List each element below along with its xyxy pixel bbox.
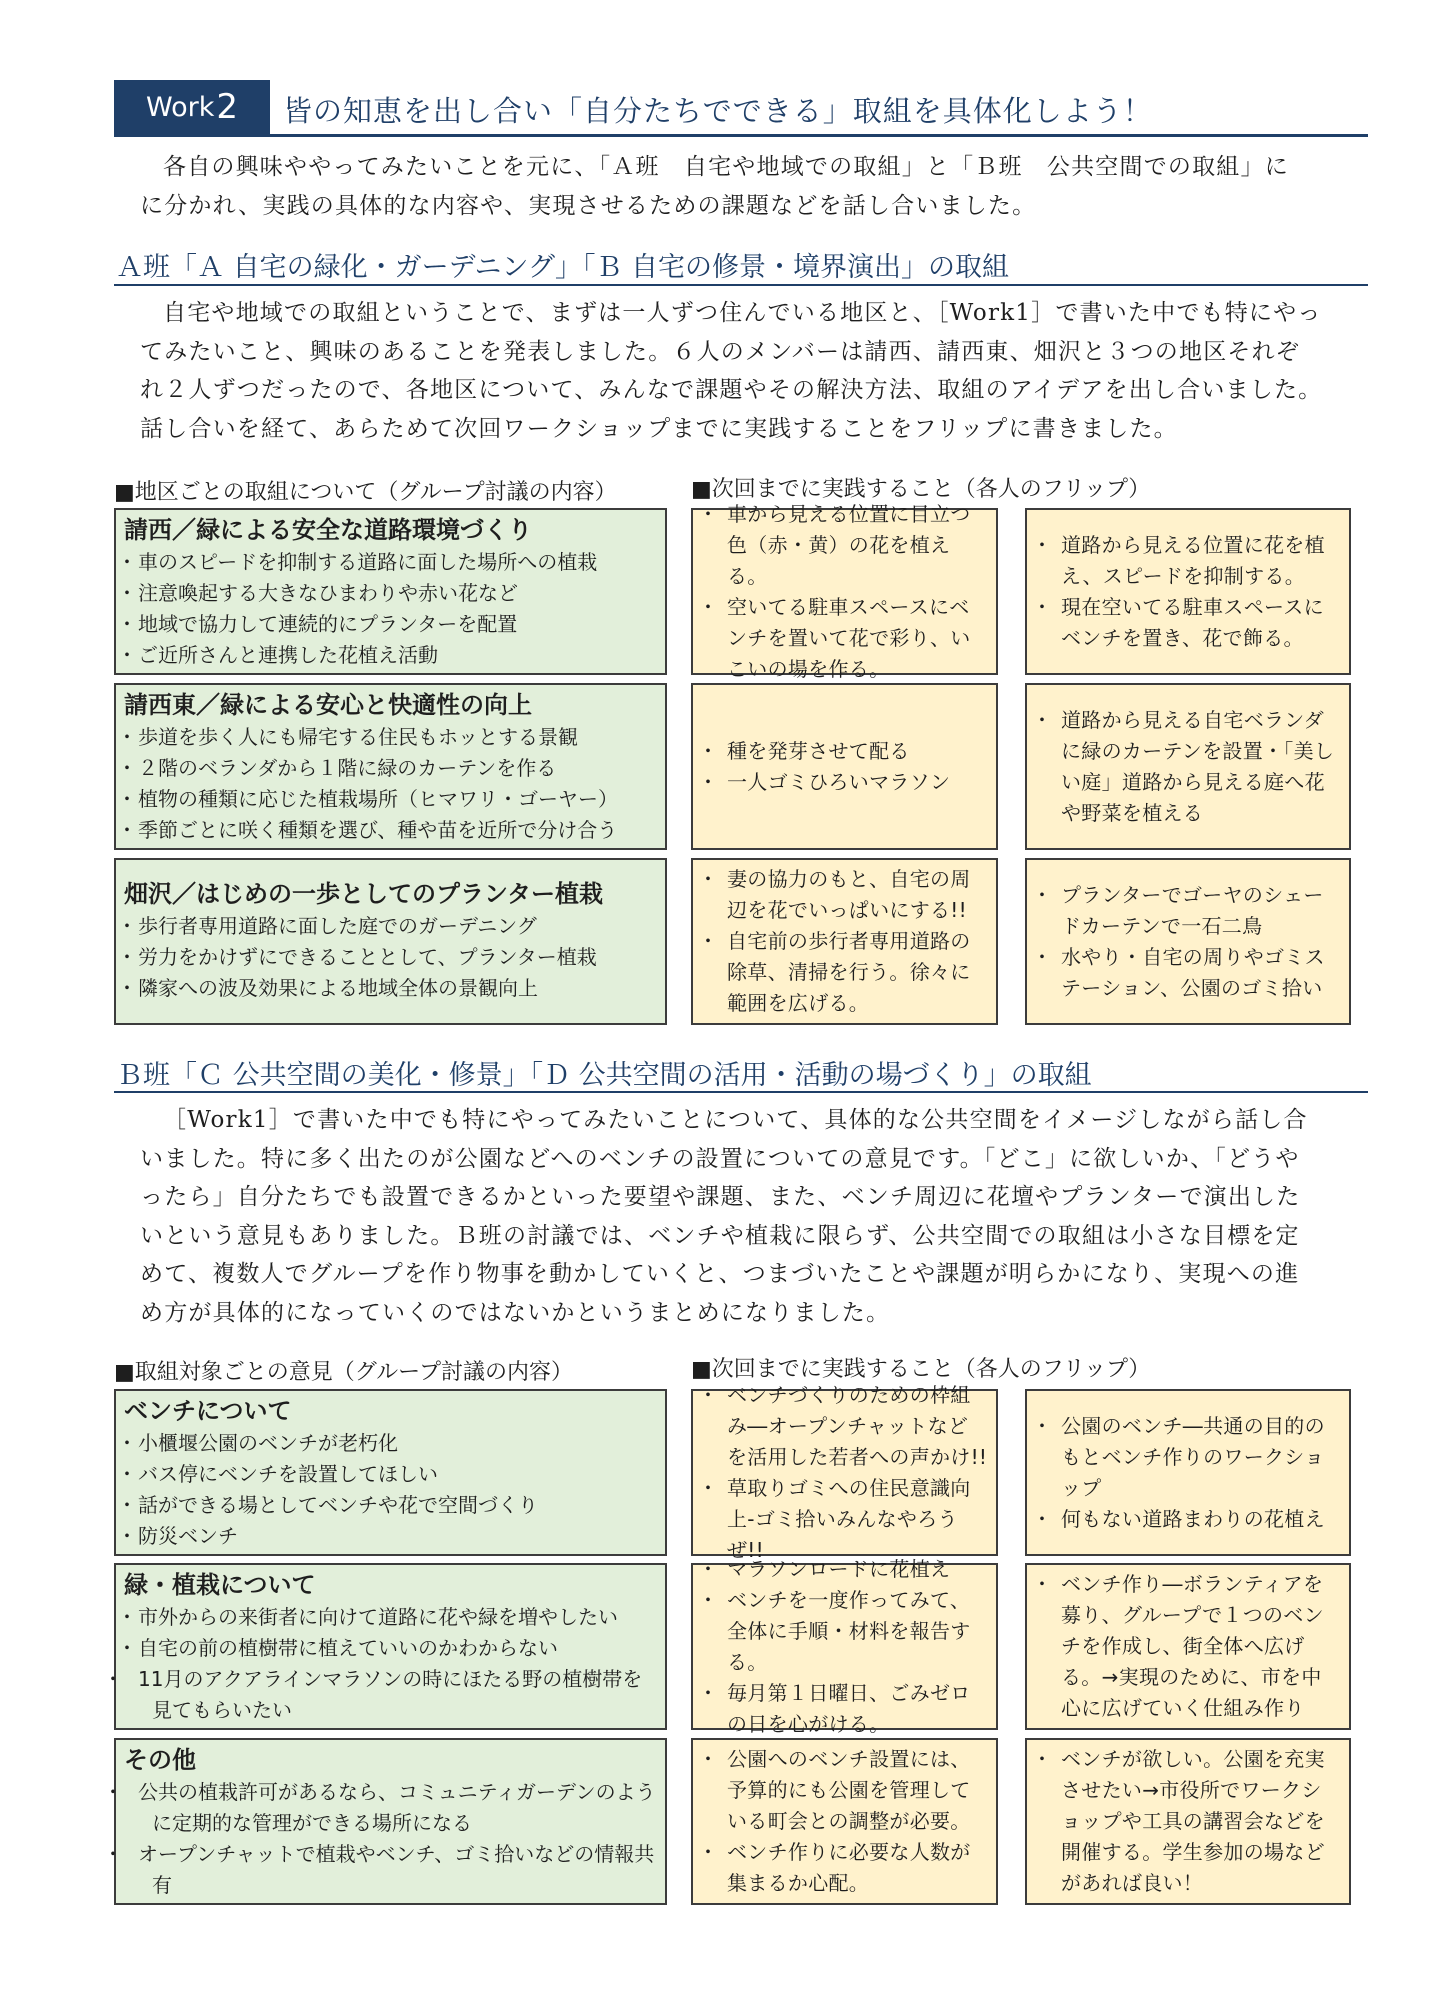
- section-b-line: めて、複数人でグループを作り物事を動かしていくと、つまづいたことや課題が明らかになり、実現への進: [140, 1261, 1300, 1287]
- group-box-bench: [114, 1389, 667, 1556]
- work-title: 皆の知恵を出し合い「自分たちでできる」取組を具体化しよう！: [283, 94, 1153, 128]
- flip-item: ・ ベンチ作り―ボランティアを募り、グループで１つのベンチを作成し、街全体へ広げる。→実現のために、市を中心に広げていく仕組み作り: [1039, 1569, 1341, 1724]
- flip-item: ・ ベンチづくりのための枠組み―オープンチャットなどを活用した若者への声かけ!!: [705, 1380, 988, 1473]
- section-b-paragraph: [140, 1101, 1380, 1332]
- flip-item: ・ 道路から見える位置に花を植え、スピードを抑制する。: [1039, 530, 1341, 592]
- flip-item: ・ 何もない道路まわりの花植え: [1039, 1504, 1341, 1535]
- work-badge-text: Work: [145, 91, 215, 123]
- flip-card: [1025, 1563, 1351, 1730]
- group-box-other: [114, 1738, 667, 1905]
- list-item: ・ 小櫃堰公園のベンチが老朽化: [124, 1428, 657, 1459]
- intro-paragraph: [140, 148, 1380, 225]
- section-b-title: Ｂ班「Ｃ 公共空間の美化・修景」「Ｄ 公共空間の活用・活動の場づくり」の取組: [116, 1060, 1092, 1091]
- section-b-rule: [114, 1091, 1368, 1093]
- section-a-paragraph: [140, 294, 1380, 448]
- flip-item: ・ 一人ゴミひろいマラソン: [705, 767, 988, 798]
- section-a-line: れ２人ずつだったので、各地区について、みんなで課題やその解決方法、取組のアイデアを出し合いました。: [140, 377, 1323, 403]
- list-item: ・ ２階のベランダから１階に緑のカーテンを作る: [124, 753, 657, 784]
- flip-item: ・ 草取りゴミへの住民意識向上-ゴミ拾いみんなやろうぜ!!: [705, 1473, 988, 1566]
- list-item: ・ 自宅の前の植樹帯に植えていいのかわからない: [124, 1633, 657, 1664]
- list-item: ・ 植物の種類に応じた植栽場所（ヒマワリ・ゴーヤー）: [124, 784, 657, 815]
- work-header: [114, 80, 1368, 137]
- flip-item: ・ 空いてる駐車スペースにベンチを置いて花で彩り、いこいの場を作る。: [705, 592, 988, 685]
- flip-card: [1025, 858, 1351, 1025]
- list-item: ・ 労力をかけずにできることとして、プランター植栽: [124, 942, 657, 973]
- flip-card: [691, 1382, 998, 1562]
- section-a-line: てみたいこと、興味のあることを発表しました。６人のメンバーは請西、請西東、畑沢と３つの地区それぞ: [140, 338, 1300, 365]
- flip-card: [1025, 1389, 1351, 1556]
- flip-item: ・ 現在空いてる駐車スペースにベンチを置き、花で飾る。: [1039, 592, 1341, 654]
- section-a-rule: [114, 284, 1368, 286]
- list-item: ・ オープンチャットで植栽やベンチ、ゴミ拾いなどの情報共有: [124, 1839, 657, 1901]
- flip-card: [1025, 1738, 1351, 1905]
- group-box-title: 緑・植栽について: [124, 1571, 316, 1599]
- list-item: ・ 注意喚起する大きなひまわりや赤い花など: [124, 578, 657, 609]
- intro-line: に分かれ、実践の具体的な内容や、実現させるための課題などを話し合いました。: [140, 192, 1037, 219]
- section-a-right-label: ■次回までに実践すること（各人のフリップ）: [691, 477, 1151, 502]
- flip-item: ・ ベンチ作りに必要な人数が集まるか心配。: [705, 1837, 988, 1899]
- group-box-title: 請西／緑による安全な道路環境づくり: [124, 516, 532, 544]
- list-item: ・ 市外からの来街者に向けて道路に花や緑を増やしたい: [124, 1602, 657, 1633]
- flip-item: ・ 自宅前の歩行者専用道路の除草、清掃を行う。徐々に範囲を広げる。: [705, 926, 988, 1019]
- flip-item: ・ プランターでゴーヤのシェードカーテンで一石二鳥: [1039, 880, 1341, 942]
- list-item: ・ ご近所さんと連携した花植え活動: [124, 640, 657, 671]
- flip-item: ・ 公園のベンチ―共通の目的のもとベンチ作りのワークショップ: [1039, 1411, 1341, 1504]
- list-item: ・ 歩道を歩く人にも帰宅する住民もホッとする景観: [124, 722, 657, 753]
- group-box-title: ベンチについて: [124, 1397, 292, 1425]
- list-item: ・ 公共の植栽許可があるなら、コミュニティガーデンのように定期的な管理ができる場所になる: [124, 1777, 657, 1839]
- flip-item: ・ 水やり・自宅の周りやゴミステーション、公園のゴミ拾い: [1039, 942, 1341, 1004]
- list-item: ・ 隣家への波及効果による地域全体の景観向上: [124, 973, 657, 1004]
- group-box-title: その他: [124, 1746, 196, 1774]
- flip-card: [1025, 508, 1351, 675]
- section-a-line: 自宅や地域での取組ということで、まずは一人ずつ住んでいる地区と、［Work1］で書いた中でも特にやっ: [163, 300, 1322, 326]
- section-b-line: いました。特に多く出たのが公園などへのベンチの設置についての意見です。「どこ」に欲しいか、「どうや: [140, 1145, 1300, 1172]
- section-b-line: ったら」自分たちでも設置できるかといった要望や課題、また、ベンチ周辺に花壇やプランターで演出した: [140, 1184, 1301, 1210]
- flip-item: ・ ベンチが欲しい。公園を充実させたい→市役所でワークショップや工具の講習会などを開催する。学生参加の場などがあれば良い！: [1039, 1744, 1341, 1899]
- list-item: ・ 地域で協力して連続的にプランターを配置: [124, 609, 657, 640]
- section-b-line: め方が具体的になっていくのではないかというまとめになりました。: [140, 1299, 891, 1326]
- list-item: ・ 話ができる場としてベンチや花で空間づくり: [124, 1490, 657, 1521]
- group-box-seisai-higashi: [114, 683, 667, 850]
- flip-card: [691, 858, 998, 1025]
- list-item: ・ 季節ごとに咲く種類を選び、種や苗を近所で分け合う: [124, 815, 657, 846]
- flip-item: ・ 公園へのベンチ設置には、予算的にも公園を管理している町会との調整が必要。: [705, 1744, 988, 1837]
- group-box-title: 畑沢／はじめの一歩としてのプランター植栽: [124, 880, 604, 908]
- flip-card: [691, 1738, 998, 1905]
- group-box-title: 請西東／緑による安心と快適性の向上: [124, 691, 532, 719]
- flip-item: ・ 車から見える位置に目立つ色（赤・黄）の花を植える。: [705, 499, 988, 592]
- section-b-right-label: ■次回までに実践すること（各人のフリップ）: [691, 1357, 1151, 1382]
- section-b-left-label: ■取組対象ごとの意見（グループ討議の内容）: [114, 1360, 574, 1385]
- flip-card: [691, 501, 998, 681]
- flip-item: ・ 道路から見える自宅ベランダに緑のカーテンを設置・「美しい庭」道路から見える庭へ花や野菜を植える: [1039, 705, 1341, 829]
- work-badge: [114, 80, 270, 134]
- group-box-greenery: [114, 1563, 667, 1730]
- list-item: ・ 11月のアクアラインマラソンの時にほたる野の植樹帯を見てもらいたい: [124, 1664, 657, 1726]
- flip-item: ・ 妻の協力のもと、自宅の周辺を花でいっぱいにする!!: [705, 864, 988, 926]
- list-item: ・ バス停にベンチを設置してほしい: [124, 1459, 657, 1490]
- intro-line: 各自の興味ややってみたいことを元に、「Ａ班 自宅や地域での取組」と「Ｂ班 公共空間での取組」に: [163, 154, 1289, 180]
- flip-card: [691, 683, 998, 850]
- group-box-hatasawa: [114, 858, 667, 1025]
- list-item: ・ 防災ベンチ: [124, 1521, 657, 1552]
- flip-item: ・ ベンチを一度作ってみて、全体に手順・材料を報告する。: [705, 1585, 988, 1678]
- list-item: ・ 歩行者専用道路に面した庭でのガーデニング: [124, 911, 657, 942]
- flip-item: ・ マラソンロードに花植え: [705, 1554, 988, 1585]
- section-a-left-label: ■地区ごとの取組について（グループ討議の内容）: [114, 480, 617, 505]
- section-a-title: Ａ班「Ａ 自宅の緑化・ガーデニング」「Ｂ 自宅の修景・境界演出」の取組: [116, 252, 1010, 283]
- section-a-line: 話し合いを経て、あらためて次回ワークショップまでに実践することをフリップに書きました。: [140, 415, 1178, 442]
- list-item: ・ 車のスピードを抑制する道路に面した場所への植栽: [124, 547, 657, 578]
- section-b-line: ［Work1］で書いた中でも特にやってみたいことについて、具体的な公共空間をイメージしながら話し合: [163, 1107, 1308, 1133]
- flip-item: ・ 種を発芽させて配る: [705, 736, 988, 767]
- flip-card: [691, 1556, 998, 1736]
- flip-item: ・ 毎月第１日曜日、ごみゼロの日を心がける。: [705, 1678, 988, 1740]
- work-badge-number: 2: [216, 87, 238, 127]
- flip-card: [1025, 683, 1351, 850]
- section-b-line: いという意見もありました。Ｂ班の討議では、ベンチや植栽に限らず、公共空間での取組は小さな目標を定: [140, 1222, 1300, 1249]
- group-box-seisai: [114, 508, 667, 675]
